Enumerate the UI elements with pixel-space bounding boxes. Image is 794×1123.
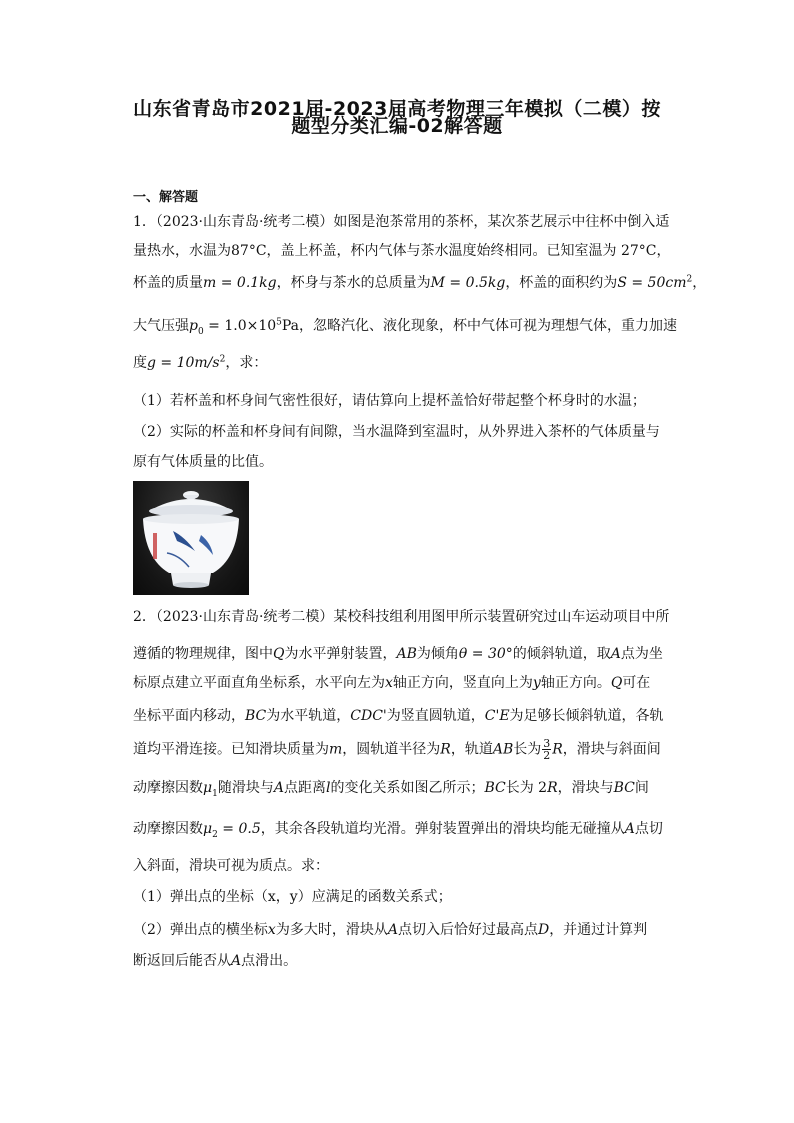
q2-line4: 坐标平面内移动，BC为水平轨道，CDC'为竖直圆轨道，C'E为足够长倾斜轨道，各轨: [133, 708, 664, 724]
q2-line3: 标原点建立平面直角坐标系，水平向左为x轴正方向，竖直向上为y轴正方向。Q可在: [133, 675, 651, 691]
q2-line8: 入斜面，滑块可视为质点。求：: [133, 858, 329, 874]
fraction-three-halves: $\frac{3}{2}$: [543, 737, 551, 762]
q2-line7: 动摩擦因数$\mu_2 = 0.5$，其余各段轨道均光滑。弹射装置弹出的滑块均能无碰撞从A点切: [133, 821, 663, 840]
q1-line5: 度$g = 10m/s^2$，求：: [133, 354, 268, 371]
q1-line3: 杯盖的质量m = 0.1kg，杯身与茶水的总质量为M = 0.5kg，杯盖的面积约为$S = 50cm^2$，: [133, 274, 707, 291]
q2-line5: 道均平滑连接。已知滑块质量为m，圆轨道半径为R，轨道AB长为 $\frac{3}{2}$ R，滑块与斜面间: [133, 737, 661, 762]
q1-sub1: （1）若杯盖和杯身间气密性很好，请估算向上提杯盖恰好带起整个杯身时的水温；: [133, 393, 646, 409]
q2-line6: 动摩擦因数$\mu_1$随滑块与A点距离l的变化关系如图乙所示；BC长为 2R，滑块与BC间: [133, 780, 649, 799]
document-title-line2: 题型分类汇编-02解答题: [291, 115, 503, 137]
q1-line1: 1．（2023·山东青岛·统考二模）如图是泡茶常用的茶杯，某次茶艺展示中往杯中倒入适: [133, 214, 670, 230]
q1-sub2a: （2）实际的杯盖和杯身间有间隙，当水温降到室温时，从外界进入茶杯的气体质量与: [133, 424, 660, 440]
q1-line4: 大气压强$p_0 = 1.0\times 10^5Pa$，忽略汽化、液化现象，杯中气体可视为理想气体，重力加速: [133, 317, 678, 337]
q2-sub2b: 断返回后能否从A点滑出。: [133, 953, 298, 969]
document-title-line1: 山东省青岛市2021届-2023届高考物理三年模拟（二模）按: [133, 98, 661, 120]
q2-line1: 2．（2023·山东青岛·统考二模）某校科技组利用图甲所示装置研究过山车运动项目中所: [133, 609, 670, 625]
tea-cup-illustration: [133, 481, 249, 595]
q2-line2: 遵循的物理规律，图中Q为水平弹射装置，AB为倾角θ = 30°的倾斜轨道，取A点为坐: [133, 646, 663, 662]
section-heading: 一、解答题: [133, 190, 199, 205]
q2-sub2a: （2）弹出点的横坐标x为多大时，滑块从A点切入后恰好过最高点D，并通过计算判: [133, 922, 648, 938]
tea-cup-image: [133, 481, 249, 595]
q1-line2: 量热水，水温为87°C，盖上杯盖，杯内气体与茶水温度始终相同。已知室温为 27°C，: [133, 243, 671, 259]
q2-sub1: （1）弹出点的坐标（x，y）应满足的函数关系式；: [133, 889, 452, 905]
q1-sub2b: 原有气体质量的比值。: [133, 454, 273, 470]
